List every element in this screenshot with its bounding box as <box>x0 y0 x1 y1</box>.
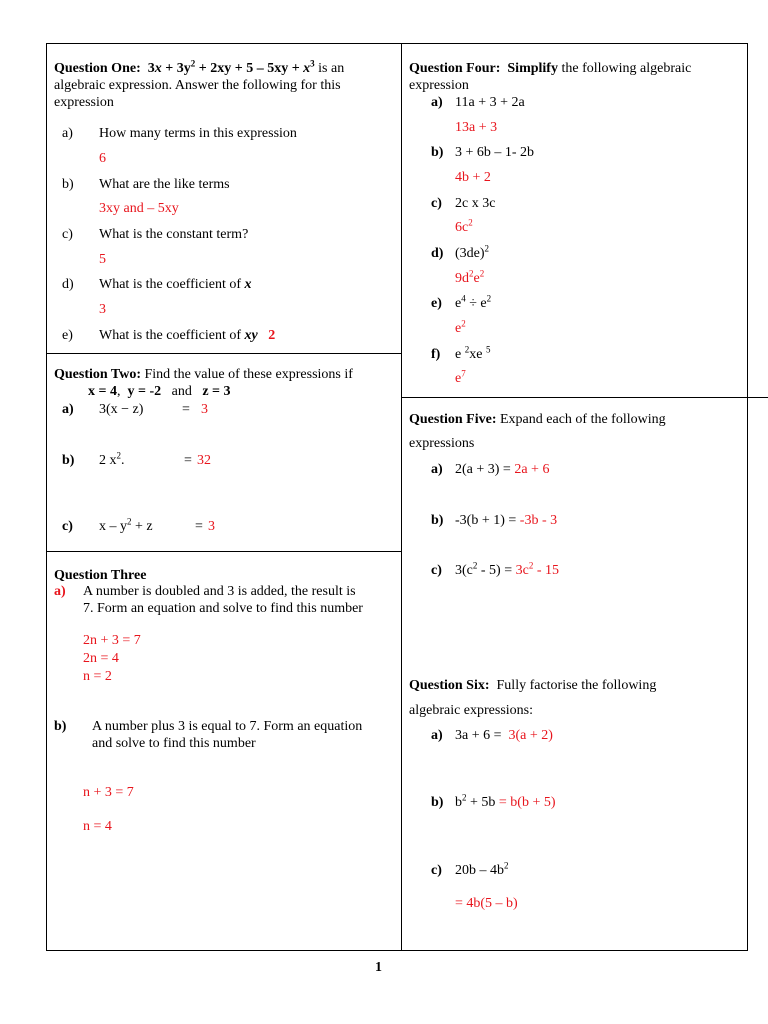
q5-c-label: c) <box>431 563 442 578</box>
q1-expression: $3x + 3y^2 + 2xy + 5 - 5xy + x^3$ <box>147 58 315 76</box>
q4-c-label: c) <box>431 196 442 211</box>
q1-a-question: How many terms in this expression <box>99 126 297 141</box>
q2-b-expression: 2 $x^2$. <box>99 450 125 468</box>
q5-a-label: a) <box>431 462 443 477</box>
q4-e-answer: $e^2$ <box>455 318 466 336</box>
q1-b-answer: 3xy and – 5xy <box>99 201 179 216</box>
q4-b-label: b) <box>431 145 444 160</box>
q2-intro-line1: Question Two: Find the value of these expressions if <box>54 367 353 382</box>
q6-a-answer: 3(a + 2) <box>508 728 553 743</box>
q1-d-label: d) <box>62 277 74 292</box>
q4-c-expression: 2c x 3c <box>455 196 496 211</box>
q4-b-expression: 3 + 6b – 1- 2b <box>455 145 535 160</box>
q4-f-answer: $e^7$ <box>455 368 466 386</box>
q1-c-label: c) <box>62 227 73 242</box>
q1-e-label: e) <box>62 328 73 343</box>
q6-b-line: $b^2 + 5b = b(b + 5)$ <box>455 792 556 810</box>
q1-a-answer: 6 <box>99 151 106 166</box>
q6-a-label: a) <box>431 728 443 743</box>
q2-c-equals: = <box>195 519 203 534</box>
q3-b-answer-2: n = 4 <box>83 819 112 834</box>
q4-b-answer: 4b + 2 <box>455 170 491 185</box>
q3-a-answer-2: 2n = 4 <box>83 651 119 666</box>
q4-e-label: e) <box>431 296 442 311</box>
q5-a-answer: 2a + 6 <box>514 462 550 477</box>
q2-a-equals: = <box>182 402 190 417</box>
q2-b-label: b) <box>62 453 75 468</box>
q6-c-expression: $20b - 4b^2$ <box>455 860 509 878</box>
q2-c-label: c) <box>62 519 73 534</box>
q2-c-answer: 3 <box>208 519 215 534</box>
q3-heading: Question Three <box>54 568 147 583</box>
column-divider <box>401 43 402 951</box>
q3-b-line1: A number plus 3 is equal to 7. Form an equation <box>92 719 363 734</box>
q2-b-answer: 32 <box>197 453 211 468</box>
q2-a-label: a) <box>62 402 74 417</box>
q5-c-answer: $3c^2 - 15$ <box>515 560 560 578</box>
q6-intro-line1: Question Six: Fully factorise the following <box>409 678 657 693</box>
q4-a-answer: 13a + 3 <box>455 120 498 135</box>
q4-d-answer: $9d^2e^2$ <box>455 268 485 286</box>
q4-a-label: a) <box>431 95 443 110</box>
q6-heading: Question Six: <box>409 678 490 693</box>
q5-b-answer: -3b - 3 <box>519 513 558 528</box>
q6-b-answer: = b(b + 5) <box>498 795 556 810</box>
q3-b-line2: and solve to find this number <box>92 736 256 751</box>
q4-d-expression: $(3de)^2$ <box>455 243 490 261</box>
q4-f-label: f) <box>431 347 441 362</box>
q1-intro-line2: algebraic expression. Answer the following for this <box>54 78 341 93</box>
q3-a-line2: 7. Form an equation and solve to find this number <box>83 601 363 616</box>
q2-b-equals: = <box>184 453 192 468</box>
q1-a-label: a) <box>62 126 73 141</box>
q4-c-answer: $6c^2$ <box>455 217 473 235</box>
divider-q2-q3 <box>46 551 402 552</box>
q5-b-line: -3(b + 1) = -3b - 3 <box>455 513 558 528</box>
q6-b-label: b) <box>431 795 444 810</box>
q6-a-line: 3a + 6 = 3(a + 2) <box>455 728 553 743</box>
q3-b-label: b) <box>54 719 67 734</box>
q3-a-answer-3: n = 2 <box>83 669 112 684</box>
q2-values-line: x = 4, y = -2 and z = 3 <box>88 384 231 399</box>
q1-e-answer: 2 <box>268 328 276 343</box>
q5-a-line: 2(a + 3) = 2a + 6 <box>455 462 550 477</box>
q4-f-expression: e $^2$xe $^5$ <box>455 344 491 362</box>
q4-e-expression: $e^4 \div e^2$ <box>455 293 492 311</box>
q2-heading: Question Two: <box>54 367 141 382</box>
divider-q4-q5 <box>401 397 768 398</box>
q5-c-line: $3(c^2 - 5) = 3c^2 - 15$ <box>455 560 560 578</box>
q1-intro-line1: Question One: $3x + 3y^2 + 2xy + 5 - 5xy + x^3$ is an <box>54 58 345 76</box>
q5-intro-line1: Question Five: Expand each of the following <box>409 412 666 427</box>
q6-c-label: c) <box>431 863 442 878</box>
q4-a-expression: 11a + 3 + 2a <box>455 95 525 110</box>
q1-d-answer: 3 <box>99 302 106 317</box>
q2-a-expression: 3(x − z) <box>99 402 144 417</box>
q3-b-answer-1: n + 3 = 7 <box>83 785 134 800</box>
q2-a-answer: 3 <box>201 402 208 417</box>
q3-a-answer-1: 2n + 3 = 7 <box>83 633 141 648</box>
q3-a-label: a) <box>54 584 66 599</box>
q4-heading: Question Four: <box>409 61 501 76</box>
q2-c-expression: $x - y^2 + z$ <box>99 516 153 534</box>
q1-c-answer: 5 <box>99 252 106 267</box>
divider-q1-q2 <box>46 353 402 354</box>
q5-heading: Question Five: <box>409 412 497 427</box>
q5-intro-line2: expressions <box>409 436 475 451</box>
q1-b-question: What are the like terms <box>99 177 230 192</box>
q1-b-label: b) <box>62 177 74 192</box>
q4-intro-line1: Question Four: Simplify the following algebraic <box>409 61 692 76</box>
q1-d-question: What is the coefficient of x <box>99 277 252 292</box>
q5-b-label: b) <box>431 513 444 528</box>
q6-intro-line2: algebraic expressions: <box>409 703 534 718</box>
q1-c-question: What is the constant term? <box>99 227 249 242</box>
q3-a-line1: A number is doubled and 3 is added, the result is <box>83 584 356 599</box>
q6-c-answer: = 4b(5 – b) <box>455 896 518 911</box>
q4-d-label: d) <box>431 246 444 261</box>
q1-e-question: What is the coefficient of xy 2 <box>99 328 276 343</box>
page-number: 1 <box>375 960 382 975</box>
q1-heading: Question One: <box>54 61 141 76</box>
q1-intro-line3: expression <box>54 95 114 110</box>
q4-intro-line2: expression <box>409 78 469 93</box>
